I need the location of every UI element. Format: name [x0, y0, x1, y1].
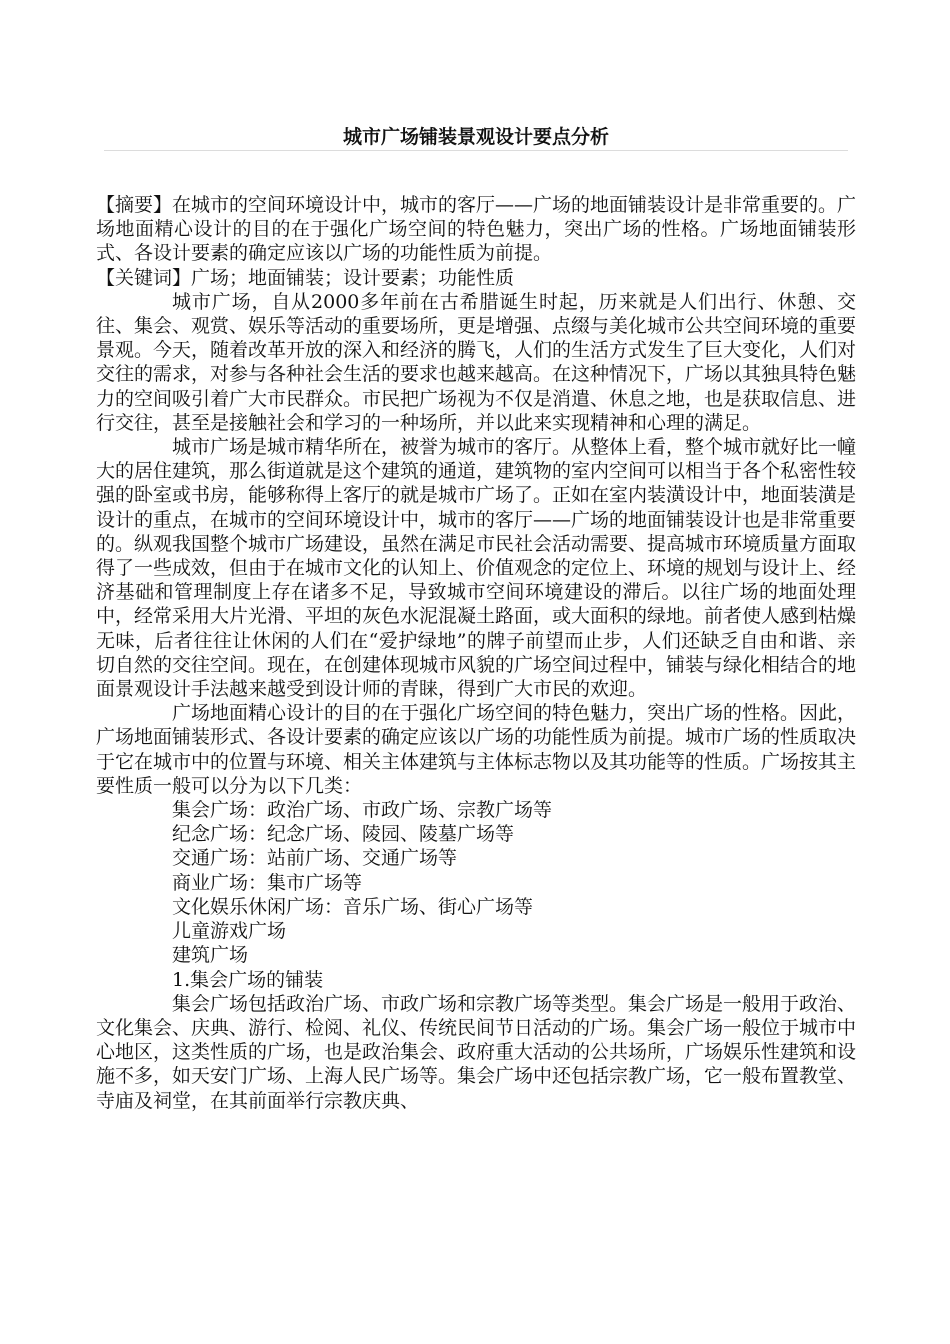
document-title: 城市广场铺装景观设计要点分析	[342, 126, 609, 148]
section-heading: 1.集会广场的铺装	[172, 968, 324, 991]
title-divider	[104, 150, 848, 151]
body-paragraph: 广场地面精心设计的目的在于强化广场空间的特色魅力，突出广场的性格。因此，广场地面铺装形式、各设计要素的确定应该以广场的功能性质为前提。城市广场的性质取决于它在城市中的位置与环境、相关主体建筑与主体标志物以及其功能等的性质。广场按其主要性质一般可以分为以下几类：	[96, 702, 857, 797]
body-paragraph: 集会广场包括政治广场、市政广场和宗教广场等类型。集会广场是一般用于政治、文化集会、庆典、游行、检阅、礼仪、传统民间节日活动的广场。集会广场一般位于城市中心地区，这类性质的广场，也是政治集会、政府重大活动的公共场所，广场娱乐性建筑和设施不多，如天安门广场、上海人民广场等。集会广场中还包括宗教广场，它一般布置教堂、寺庙及祠堂，在其前面举行宗教庆典、	[96, 992, 857, 1112]
list-item: 纪念广场：纪念广场、陵园、陵墓广场等	[172, 823, 515, 846]
body-paragraph: 城市广场是城市精华所在，被誉为城市的客厅。从整体上看，整个城市就好比一幢大的居住建筑，那么街道就是这个建筑的通道，建筑物的室内空间可以相当于各个私密性较强的卧室或书房，能够称得上客厅的就是城市广场了。正如在室内装潢设计中，地面装潢是设计的重点，在城市的空间环境设计中，城市的客厅——广场的地面铺装设计也是非常重要的。纵观我国整个城市广场建设，虽然在满足市民社会活动需要、提高城市环境质量方面取得了一些成效，但由于在城市文化的认知上、价值观念的定位上、环境的规划与设计上、经济基础和管理制度上存在诸多不足，导致城市空间环境建设的滞后。以往广场的地面处理中，经常采用大片光滑、平坦的灰色水泥混凝土路面，或大面积的绿地。前者使人感到枯燥无味，后者往往让休闲的人们在“爱护绿地”的牌子前望而止步，人们还缺乏自由和谐、亲切自然的交往空间。现在，在创建体现城市风貌的广场空间过程中，铺装与绿化相结合的地面景观设计手法越来越受到设计师的青睐，得到广大市民的欢迎。	[96, 436, 857, 701]
list-item: 交通广场：站前广场、交通广场等	[172, 847, 458, 870]
document-body	[96, 193, 856, 1113]
list-item: 文化娱乐休闲广场：音乐广场、街心广场等	[172, 895, 534, 918]
abstract-paragraph: 【摘要】在城市的空间环境设计中，城市的客厅——广场的地面铺装设计是非常重要的。广场地面精心设计的目的在于强化广场空间的特色魅力，突出广场的性格。广场地面铺装形式、各设计要素的确定应该以广场的功能性质为前提。	[96, 194, 857, 265]
body-paragraph: 城市广场，自从2000多年前在古希腊诞生时起，历来就是人们出行、休憩、交往、集会、观赏、娱乐等活动的重要场所，更是增强、点缀与美化城市公共空间环境的重要景观。今天，随着改革开放的深入和经济的腾飞，人们的生活方式发生了巨大变化，人们对交往的需求，对参与各种社会生活的要求也越来越高。在这种情况下，广场以其独具特色魅力的空间吸引着广大市民群众。市民把广场视为不仅是消遣、休息之地，也是获取信息、进行交往，甚至是接触社会和学习的一种场所，并以此来实现精神和心理的满足。	[96, 290, 857, 434]
keywords-paragraph: 【关键词】广场；地面铺装；设计要素；功能性质	[96, 266, 515, 289]
list-item: 儿童游戏广场	[172, 920, 287, 943]
list-item: 商业广场：集市广场等	[172, 871, 363, 894]
list-item: 集会广场：政治广场、市政广场、宗教广场等	[172, 799, 553, 822]
list-item: 建筑广场	[172, 944, 249, 967]
